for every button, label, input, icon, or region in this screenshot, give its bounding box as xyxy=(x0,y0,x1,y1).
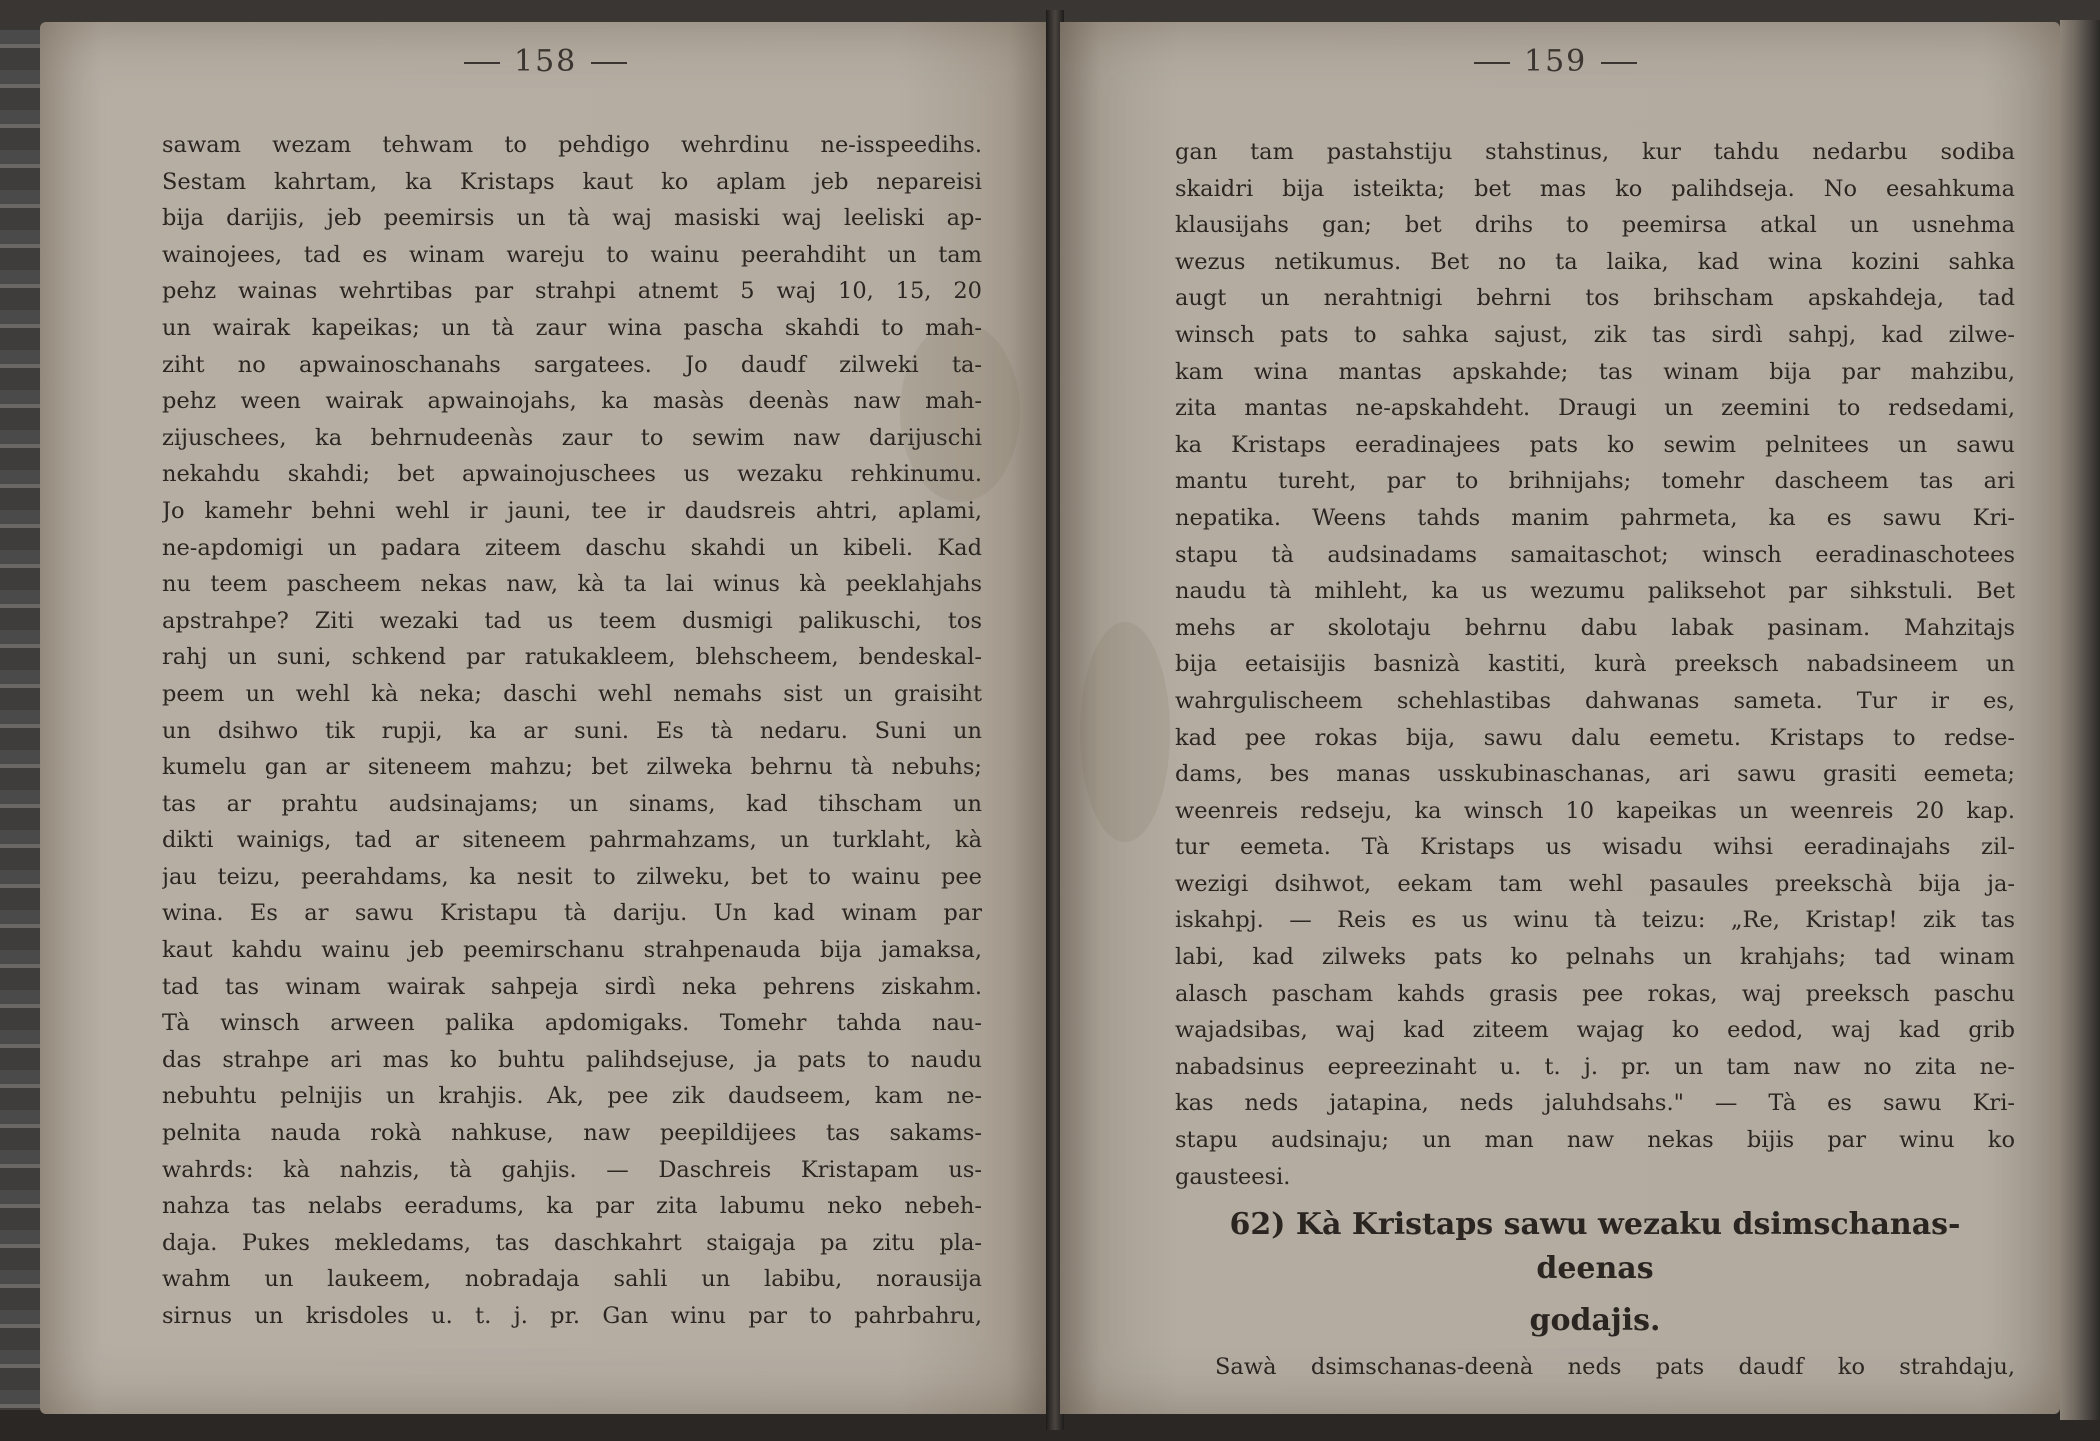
text-line: wezus netikumus. Bet no ta laika, kad wina kozini sahka xyxy=(1175,248,2015,275)
text-line: tas ar prahtu audsinajams; un sinams, kad tihscham un xyxy=(162,790,982,817)
text-line: Sestam kahrtam, ka Kristaps kaut ko aplam jeb nepareisi xyxy=(162,168,982,195)
page-number-left: 158 xyxy=(450,44,641,79)
text-line: bija eetaisijis basnizà kastiti, kurà preeksch nabadsineem un xyxy=(1175,651,2015,678)
text-line: skaidri bija isteikta; bet mas ko palihdseja. No eesahkuma xyxy=(1175,175,2015,202)
text-line: un wairak kapeikas; un tà zaur wina pascha skahdi to mah- xyxy=(162,314,982,341)
left-page-edges xyxy=(0,30,40,1410)
page-number-right: 159 xyxy=(1460,44,1651,79)
text-line: ne-apdomigi un padara ziteem daschu skahdi un kibeli. Kad xyxy=(162,534,982,561)
text-line: kaut kahdu wainu jeb peemirschanu strahpenauda bija jamaksa, xyxy=(162,937,982,964)
text-line: kumelu gan ar siteneem mahzu; bet zilweka behrnu tà nebuhs; xyxy=(162,754,982,781)
text-line: nebuhtu pelnijis un krahjis. Ak, pee zik daudseem, kam ne- xyxy=(162,1083,982,1110)
text-line: bija darijis, jeb peemirsis un tà waj masiski waj leeliski ap- xyxy=(162,205,982,232)
text-line: wahrgulischeem schehlastibas dahwanas sameta. Tur ir es, xyxy=(1175,687,2015,714)
text-line: nabadsinus eepreezinaht u. t. j. pr. un tam naw no zita ne- xyxy=(1175,1053,2015,1080)
text-line: klausijahs gan; bet drihs to peemirsa atkal un usnehma xyxy=(1175,212,2015,239)
right-page-text xyxy=(1175,134,2015,1386)
section-heading: 62) Kà Kristaps sawu wezaku dsimschanas-deenas xyxy=(1229,1207,1961,1287)
right-page-edges xyxy=(2060,20,2100,1420)
text-line: gan tam pastahstiju stahstinus, kur tahdu nedarbu sodiba xyxy=(1175,139,2015,165)
text-line: mantu tureht, par to brihnijahs; tomehr dascheem tas ari xyxy=(1175,468,2015,495)
text-line: dams, bes manas usskubinaschanas, ari sawu grasiti eemeta; xyxy=(1175,761,2015,788)
text-line: ka Kristaps eeradinajees pats ko sewim pelnitees un sawu xyxy=(1175,431,2015,458)
text-line: dikti wainigs, tad ar siteneem pahrmahzams, un turklaht, kà xyxy=(162,827,982,854)
text-line: wahm un laukeem, nobradaja sahli un labibu, norausija xyxy=(162,1266,982,1293)
text-line: rahj un suni, schkend par ratukakleem, blehscheem, bendeskal- xyxy=(162,644,982,671)
text-line: Jo kamehr behni wehl ir jauni, tee ir daudsreis ahtri, aplami, xyxy=(162,497,982,524)
text-line: wezigi dsihwot, eekam tam wehl pasaules preekschà bija ja- xyxy=(1175,870,2015,897)
section-heading-continued: godajis. xyxy=(1529,1303,1661,1339)
text-line: weenreis redseju, ka winsch 10 kapeikas un weenreis 20 kap. xyxy=(1175,797,2015,824)
text-line: tad tas winam wairak sahpeja sirdì neka pehrens ziskahm. xyxy=(162,973,982,1000)
text-line: winsch pats to sahka sajust, zik tas sirdì sahpj, kad zilwe- xyxy=(1175,321,2015,348)
text-line: nekahdu skahdi; bet apwainojuschees us wezaku rehkinumu. xyxy=(162,461,982,488)
text-line: iskahpj. — Reis es us winu tà teizu: „Re, Kristap! zik tas xyxy=(1175,907,2015,934)
text-line: kad pee rokas bija, sawu dalu eemetu. Kristaps to redse- xyxy=(1175,724,2015,751)
text-line: nu teem pascheem nekas naw, kà ta lai winus kà peeklahjahs xyxy=(162,571,982,598)
text-line: alasch pascham kahds grasis pee rokas, waj preeksch paschu xyxy=(1175,980,2015,1007)
text-line: mehs ar skolotaju behrnu dabu labak pasinam. Mahzitajs xyxy=(1175,614,2015,641)
paper-stain xyxy=(1080,622,1170,842)
text-line: das strahpe ari mas ko buhtu palihdsejuse, ja pats to naudu xyxy=(162,1046,982,1073)
text-line: apstrahpe? Ziti wezaki tad us teem dusmigi palikuschi, tos xyxy=(162,607,982,634)
text-line: wina. Es ar sawu Kristapu tà dariju. Un kad winam par xyxy=(162,900,982,927)
text-line: kas neds jatapina, neds jaluhdsahs." — Tà es sawu Kri- xyxy=(1175,1090,2015,1117)
text-line: pelnita nauda rokà nahkuse, naw peepildijees tas sakams- xyxy=(162,1120,982,1147)
text-line: jau teizu, peerahdams, ka nesit to zilweku, bet to wainu pee xyxy=(162,863,982,890)
left-page xyxy=(40,22,1050,1414)
text-line: zijuschees, ka behrnudeenàs zaur to sewim naw darijuschi xyxy=(162,424,982,451)
text-line: Sawà dsimschanas-deenà neds pats daudf ko strahdaju, xyxy=(1215,1354,2015,1381)
text-line: nepatika. Weens tahds manim pahrmeta, ka es sawu Kri- xyxy=(1175,504,2015,531)
text-line: pehz ween wairak apwainojahs, ka masàs deenàs naw mah- xyxy=(162,388,982,415)
text-line: sirnus un krisdoles u. t. j. pr. Gan winu par to pahrbahru, xyxy=(162,1303,982,1329)
text-line: stapu audsinaju; un man naw nekas bijis par winu ko xyxy=(1175,1127,2015,1154)
text-line: ziht no apwainoschanahs sargatees. Jo daudf zilweki ta- xyxy=(162,351,982,378)
text-line: Tà winsch arween palika apdomigaks. Tomehr tahda nau- xyxy=(162,1010,982,1037)
text-line: naudu tà mihleht, ka us wezumu paliksehot par sihkstuli. Bet xyxy=(1175,578,2015,605)
text-line: nahza tas nelabs eeradums, ka par zita labumu neko nebeh- xyxy=(162,1193,982,1220)
text-line: stapu tà audsinadams samaitaschot; winsch eeradinaschotees xyxy=(1175,541,2015,568)
text-line: wahrds: kà nahzis, tà gahjis. — Daschreis Kristapam us- xyxy=(162,1156,982,1183)
text-line: gausteesi. xyxy=(1175,1163,1291,1190)
text-line: peem un wehl kà neka; daschi wehl nemahs sist un graisiht xyxy=(162,680,982,707)
text-line: augt un nerahtnigi behrni tos brihscham apskahdeja, tad xyxy=(1175,285,2015,312)
text-line: sawam wezam tehwam to pehdigo wehrdinu ne-isspeedihs. xyxy=(162,132,982,158)
text-line: zita mantas ne-apskahdeht. Draugi un zeemini to redsedami, xyxy=(1175,395,2015,422)
text-line: labi, kad zilweks pats ko pelnahs un krahjahs; tad winam xyxy=(1175,944,2015,971)
left-page-text xyxy=(162,127,982,1335)
text-line: wajadsibas, waj kad ziteem wajag ko eedod, waj kad grib xyxy=(1175,1017,2015,1044)
text-line: tur eemeta. Tà Kristaps us wisadu wihsi eeradinajahs zil- xyxy=(1175,834,2015,861)
text-line: wainojees, tad es winam wareju to wainu peerahdiht un tam xyxy=(162,241,982,268)
text-line: kam wina mantas apskahde; tas winam bija par mahzibu, xyxy=(1175,358,2015,385)
text-line: un dsihwo tik rupji, ka ar suni. Es tà nedaru. Suni un xyxy=(162,717,982,744)
text-line: pehz wainas wehrtibas par strahpi atnemt 5 waj 10, 15, 20 xyxy=(162,278,982,305)
text-line: daja. Pukes mekledams, tas daschkahrt staigaja pa zitu pla- xyxy=(162,1229,982,1256)
right-page xyxy=(1060,22,2060,1414)
